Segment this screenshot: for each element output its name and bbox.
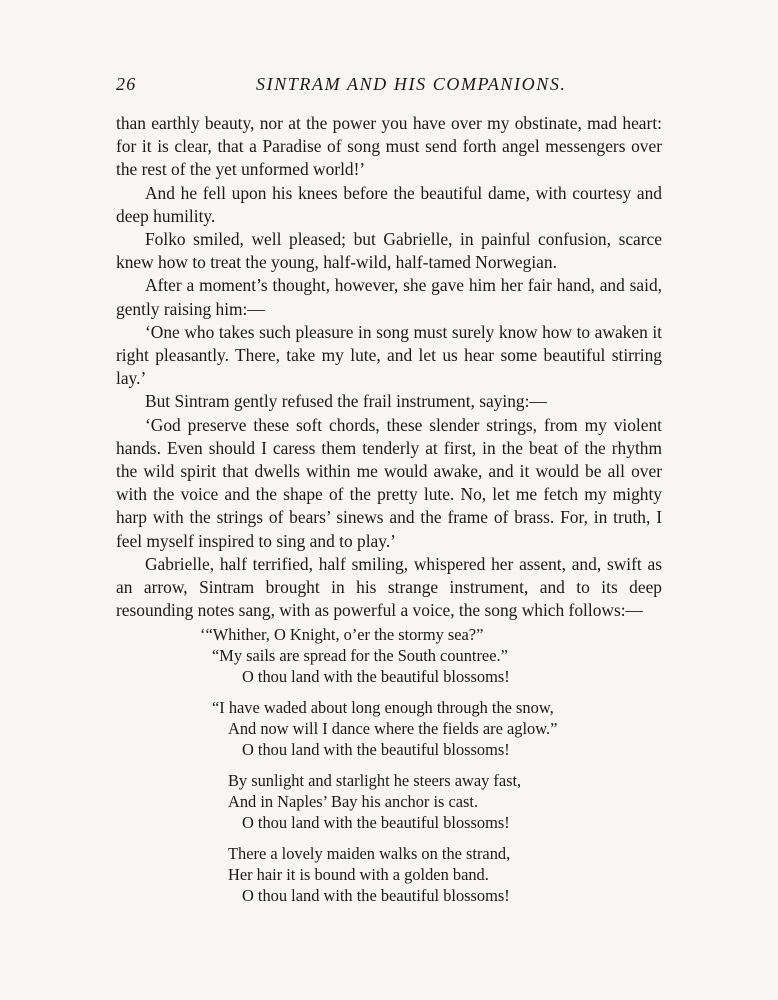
page-number: 26: [116, 74, 137, 94]
refrain-line: O thou land with the beautiful blossoms!: [242, 886, 510, 905]
refrain-line: O thou land with the beautiful blossoms!: [242, 740, 510, 759]
verse-line: Her hair it is bound with a golden band.: [228, 865, 489, 884]
stanza: [200, 697, 600, 760]
verse-line: And now will I dance where the fields are aglow.”: [228, 719, 558, 738]
page-header: [116, 74, 662, 100]
paragraph: ‘God preserve these soft chords, these slender strings, from my violent hands. Even should I caress them tenderly at first, in the beat of the rhythm the wild spirit that dwells within me would awake, and it would be all over with the voice and the shape of the pretty lute. No, let me fetch my mighty harp with the strings of bears’ sinews and the frame of brass. For, in truth, I feel myself inspired to sing and to play.’: [116, 414, 662, 551]
verse-line: By sunlight and starlight he steers away fast,: [228, 771, 522, 790]
prose-body: [116, 112, 662, 622]
refrain-line: O thou land with the beautiful blossoms!: [242, 813, 510, 832]
paragraph: And he fell upon his knees before the beautiful dame, with courtesy and deep humility.: [116, 182, 662, 226]
stanza: [200, 770, 600, 833]
running-title: SINTRAM AND HIS COMPANIONS.: [256, 74, 567, 94]
paragraph: than earthly beauty, nor at the power you have over my obstinate, mad heart: for it is clear, that a Paradise of song must send forth angel messengers over the rest of the yet unformed world!’: [116, 113, 662, 180]
verse-line: ‘“Whither, O Knight, o’er the stormy sea?”: [200, 625, 484, 644]
paragraph: But Sintram gently refused the frail instrument, saying:—: [145, 391, 547, 412]
song-verse: [200, 624, 600, 916]
paragraph: Folko smiled, well pleased; but Gabrielle, in painful confusion, scarce knew how to treat the young, half-wild, half-tamed Norwegian.: [116, 229, 662, 273]
verse-line: And in Naples’ Bay his anchor is cast.: [228, 792, 479, 811]
paragraph: Gabrielle, half terrified, half smiling, whispered her assent, and, swift as an arrow, Sintram brought in his strange instrument, and to its deep resounding notes sang, with as powerful a voice, the song which follows:—: [116, 553, 662, 621]
paragraph: ‘One who takes such pleasure in song must surely know how to awaken it right pleasantly. There, take my lute, and let us hear some beautiful stirring lay.’: [116, 321, 662, 389]
verse-line: “My sails are spread for the South countree.”: [212, 646, 508, 665]
stanza: [200, 624, 600, 687]
refrain-line: O thou land with the beautiful blossoms!: [242, 667, 510, 686]
verse-line: There a lovely maiden walks on the strand,: [228, 844, 511, 863]
paragraph: After a moment’s thought, however, she gave him her fair hand, and said, gently raising him:—: [116, 275, 662, 319]
verse-line: “I have waded about long enough through the snow,: [212, 698, 554, 717]
stanza: [200, 843, 600, 906]
